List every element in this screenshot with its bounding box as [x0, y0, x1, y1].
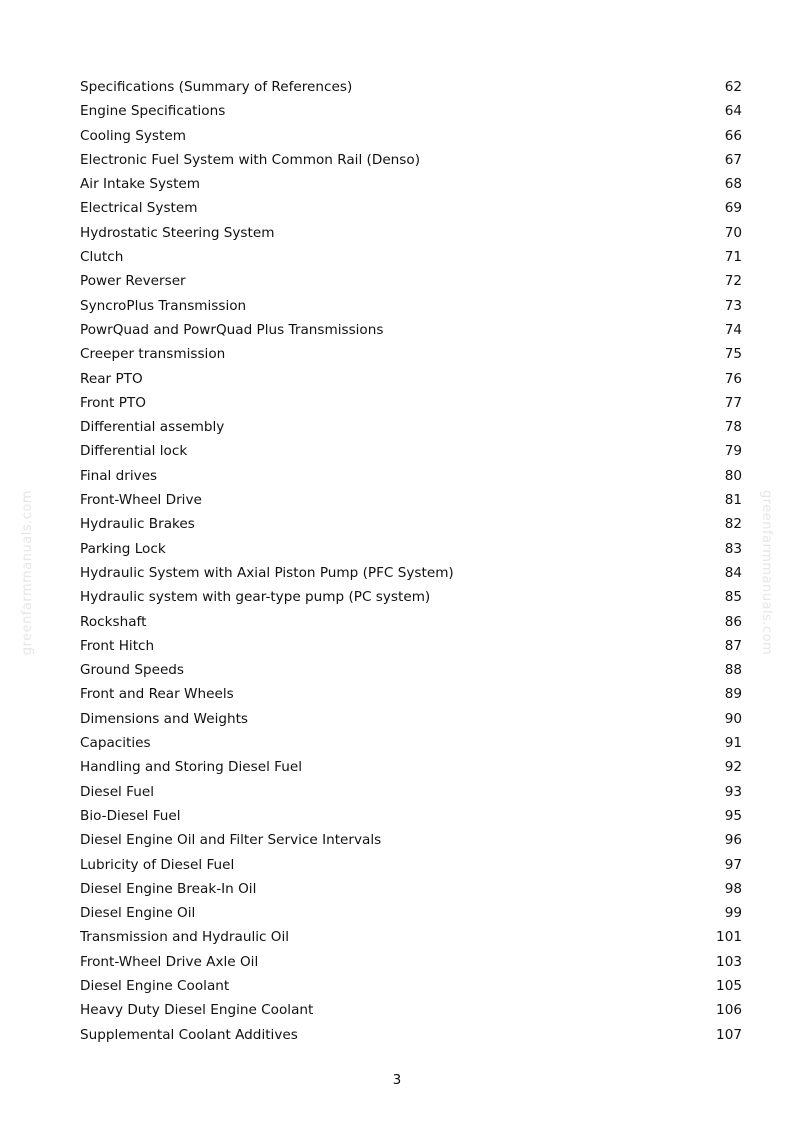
toc-entry-title: Front Hitch — [80, 637, 155, 654]
toc-entry-title: Hydraulic System with Axial Piston Pump (PFC System) — [80, 564, 454, 581]
toc-entry[interactable] — [80, 804, 742, 828]
toc-entry-title: Front-Wheel Drive — [80, 492, 202, 509]
toc-entry[interactable] — [80, 269, 742, 293]
toc-entry-title: Specifications (Summary of References) — [80, 79, 353, 95]
watermark-left: greenfarmmanuals.com — [20, 490, 35, 656]
toc-entry-page: 70 — [724, 224, 742, 241]
toc-entry[interactable] — [80, 877, 742, 901]
toc-entry-title: Rockshaft — [80, 613, 147, 630]
toc-entry-page: 87 — [724, 637, 742, 654]
toc-entry-title: Transmission and Hydraulic Oil — [80, 929, 290, 946]
watermark-right: greenfarmmanuals.com — [759, 490, 774, 656]
toc-entry-page: 66 — [724, 127, 742, 144]
toc-entry[interactable] — [80, 221, 742, 245]
toc-entry-title: Final drives — [80, 467, 158, 484]
toc-entry-title: Cooling System — [80, 127, 186, 144]
toc-entry-page: 79 — [724, 443, 742, 460]
toc-entry-title: Front-Wheel Drive Axle Oil — [80, 953, 259, 970]
toc-entry-title: Diesel Engine Oil — [80, 905, 196, 922]
toc-entry[interactable] — [80, 294, 742, 318]
toc-entry-title: Differential assembly — [80, 419, 225, 436]
toc-entry-title: SyncroPlus Transmission — [80, 297, 247, 314]
toc-entry-title: Front PTO — [80, 394, 146, 411]
toc-entry[interactable] — [80, 75, 742, 99]
toc-entry-page: 86 — [724, 613, 742, 630]
toc-entry[interactable] — [80, 245, 742, 269]
toc-entry-page: 93 — [724, 783, 742, 800]
toc-entry-title: Bio-Diesel Fuel — [80, 807, 181, 824]
toc-entry-page: 71 — [724, 249, 742, 266]
toc-entry[interactable] — [80, 488, 742, 512]
toc-entry[interactable] — [80, 585, 742, 609]
toc-entry[interactable] — [80, 828, 742, 852]
toc-entry-title: Creeper transmission — [80, 346, 226, 363]
toc-entry-title: Handling and Storing Diesel Fuel — [80, 759, 302, 776]
toc-entry[interactable] — [80, 124, 742, 148]
toc-entry[interactable] — [80, 391, 742, 415]
toc-entry-title: Power Reverser — [80, 273, 186, 290]
toc-entry-page: 80 — [724, 467, 742, 484]
toc-entry-title: Electronic Fuel System with Common Rail (Denso) — [80, 151, 421, 168]
toc-entry-title: Diesel Engine Oil and Filter Service Intervals — [80, 832, 382, 849]
toc-entry-page: 69 — [724, 200, 742, 217]
toc-entry-page: 73 — [724, 297, 742, 314]
toc-entry-title: Heavy Duty Diesel Engine Coolant — [80, 1002, 314, 1019]
toc-entry-page: 89 — [724, 686, 742, 703]
toc-entry-page: 99 — [724, 905, 742, 922]
toc-entry-page: 82 — [724, 516, 742, 533]
toc-entry[interactable] — [80, 172, 742, 196]
toc-entry-title: Clutch — [80, 249, 124, 266]
toc-entry-page: 75 — [724, 346, 742, 363]
toc-entry-title: Rear PTO — [80, 370, 143, 387]
toc-entry[interactable] — [80, 755, 742, 779]
toc-entry[interactable] — [80, 512, 742, 536]
toc-entry[interactable] — [80, 974, 742, 998]
toc-entry-title: Hydraulic system with gear-type pump (PC system) — [80, 589, 431, 606]
toc-entry[interactable] — [80, 780, 742, 804]
toc-entry-title: Supplemental Coolant Additives — [80, 1026, 298, 1043]
toc-entry-title: Diesel Engine Break-In Oil — [80, 880, 257, 897]
toc-entry-page: 88 — [724, 662, 742, 679]
toc-entry-page: 90 — [724, 710, 742, 727]
toc-entry-page: 91 — [724, 735, 742, 752]
toc-entry-title: Hydraulic Brakes — [80, 516, 195, 533]
toc-entry-page: 78 — [724, 419, 742, 436]
toc-entry[interactable] — [80, 415, 742, 439]
toc-entry-page: 103 — [716, 953, 742, 970]
toc-entry-title: Diesel Fuel — [80, 783, 154, 800]
toc-entry-page: 105 — [716, 977, 742, 994]
toc-entry-page: 62 — [724, 79, 742, 95]
toc-entry[interactable] — [80, 853, 742, 877]
toc-entry[interactable] — [80, 634, 742, 658]
toc-entry-page: 96 — [724, 832, 742, 849]
toc-entry[interactable] — [80, 342, 742, 366]
toc-entry[interactable] — [80, 658, 742, 682]
toc-entry-page: 106 — [716, 1002, 742, 1019]
toc-entry-page: 77 — [724, 394, 742, 411]
toc-entry-page: 74 — [724, 321, 742, 338]
toc-entry-title: Capacities — [80, 735, 151, 752]
toc-entry-page: 64 — [724, 103, 742, 120]
toc-entry-page: 107 — [716, 1026, 742, 1043]
toc-entry-page: 98 — [724, 880, 742, 897]
toc-entry-page: 67 — [724, 151, 742, 168]
toc-entry[interactable] — [80, 1023, 742, 1047]
toc-entry-title: Hydrostatic Steering System — [80, 224, 275, 241]
toc-entry[interactable] — [80, 196, 742, 220]
page-number: 3 — [392, 1072, 402, 1088]
toc-entry-title: PowrQuad and PowrQuad Plus Transmissions — [80, 321, 384, 338]
toc-entry-page: 95 — [724, 807, 742, 824]
toc-entry-page: 92 — [724, 759, 742, 776]
toc-entry[interactable] — [80, 925, 742, 949]
toc-entry[interactable] — [80, 731, 742, 755]
toc-entry-page: 83 — [724, 540, 742, 557]
toc-entry-title: Diesel Engine Coolant — [80, 977, 230, 994]
toc-entry-page: 85 — [724, 589, 742, 606]
toc-entry-page: 84 — [724, 564, 742, 581]
toc-entry[interactable] — [80, 439, 742, 463]
toc-entry[interactable] — [80, 99, 742, 123]
toc-entry[interactable] — [80, 707, 742, 731]
toc-entry[interactable] — [80, 367, 742, 391]
toc-entry[interactable] — [80, 148, 742, 172]
toc-entry[interactable] — [80, 950, 742, 974]
toc-entry-title: Ground Speeds — [80, 662, 185, 679]
toc-entry-page: 72 — [724, 273, 742, 290]
toc-entry[interactable] — [80, 464, 742, 488]
toc-entry-title: Air Intake System — [80, 176, 201, 193]
toc-entry-title: Differential lock — [80, 443, 188, 460]
toc-entry-title: Front and Rear Wheels — [80, 686, 234, 703]
toc-entry[interactable] — [80, 610, 742, 634]
toc-entry[interactable] — [80, 561, 742, 585]
toc-entry-page: 81 — [724, 492, 742, 509]
toc-entry-page: 68 — [724, 176, 742, 193]
toc-entry-page: 97 — [724, 856, 742, 873]
toc-entry[interactable] — [80, 998, 742, 1022]
toc-entry-title: Dimensions and Weights — [80, 710, 248, 727]
toc-entry[interactable] — [80, 537, 742, 561]
toc-entry-page: 76 — [724, 370, 742, 387]
toc-entry-title: Lubricity of Diesel Fuel — [80, 856, 235, 873]
toc-entry-title: Engine Specifications — [80, 103, 226, 120]
toc-entry[interactable] — [80, 318, 742, 342]
toc-entry-title: Parking Lock — [80, 540, 166, 557]
table-of-contents — [80, 75, 742, 1047]
toc-entry-page: 101 — [716, 929, 742, 946]
toc-entry[interactable] — [80, 901, 742, 925]
toc-entry-title: Electrical System — [80, 200, 198, 217]
toc-entry[interactable] — [80, 682, 742, 706]
